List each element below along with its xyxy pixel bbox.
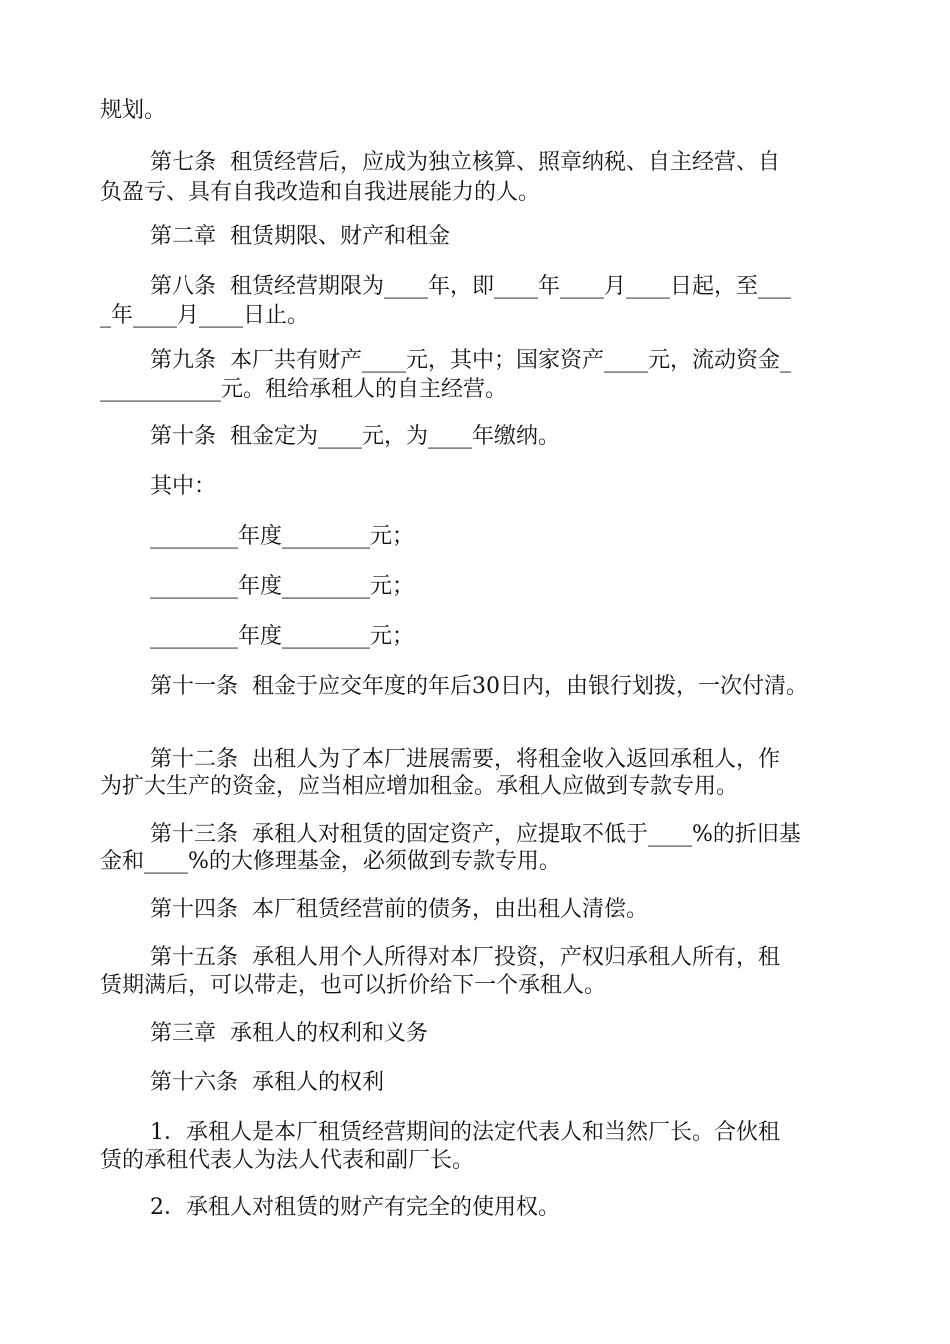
text-line: 1．承租人是本厂租赁经营期间的法定代表人和当然厂长。合伙租 xyxy=(150,1120,780,1145)
text-line: ________年度________元； xyxy=(150,574,415,599)
text-line: 第十条 租金定为____元，为____年缴纳。 xyxy=(150,424,560,449)
text-line: ________年度________元； xyxy=(150,524,415,549)
text-line: 为扩大生产的资金，应当相应增加租金。承租人应做到专款专用。 xyxy=(100,774,739,799)
text-line: _年____月____日止。 xyxy=(100,303,310,328)
text-line: 第十二条 出租人为了本厂进展需要，将租金收入返回承租人，作 xyxy=(150,747,780,772)
text-line: 第十五条 承租人用个人所得对本厂投资，产权归承租人所有，租 xyxy=(150,945,780,970)
text-line: 第十一条 租金于应交年度的年后30日内，由银行划拨，一次付清。 xyxy=(150,674,808,699)
text-line: 第三章 承租人的权利和义务 xyxy=(150,1021,428,1046)
text-line: 赁的承租代表人为法人代表和副厂长。 xyxy=(100,1148,475,1173)
text-line: 2．承租人对租赁的财产有完全的使用权。 xyxy=(150,1195,560,1220)
text-line: 第十三条 承租人对租赁的固定资产，应提取不低于____%的折旧基 xyxy=(150,822,801,847)
text-line: 第八条 租赁经营期限为____年，即____年____月____日起，至___ xyxy=(150,274,791,299)
text-line: 第十四条 本厂租赁经营前的债务，由出租人清偿。 xyxy=(150,897,648,922)
text-line: ___________元。租给承租人的自主经营。 xyxy=(100,377,508,402)
text-line: 第十六条 承租人的权利 xyxy=(150,1070,384,1095)
text-line: 赁期满后，可以带走，也可以折价给下一个承租人。 xyxy=(100,973,607,998)
text-line: 第二章 租赁期限、财产和租金 xyxy=(150,224,450,249)
text-line: 负盈亏、具有自我改造和自我进展能力的人。 xyxy=(100,180,541,205)
text-line: 规划。 xyxy=(100,98,167,123)
text-line: ________年度________元； xyxy=(150,624,415,649)
text-line: 其中： xyxy=(150,474,217,499)
text-line: 金和____%的大修理基金，必须做到专款专用。 xyxy=(100,849,561,874)
text-line: 第九条 本厂共有财产____元，其中；国家资产____元，流动资金_ xyxy=(150,348,791,373)
text-line: 第七条 租赁经营后，应成为独立核算、照章纳税、自主经营、自 xyxy=(150,150,780,175)
